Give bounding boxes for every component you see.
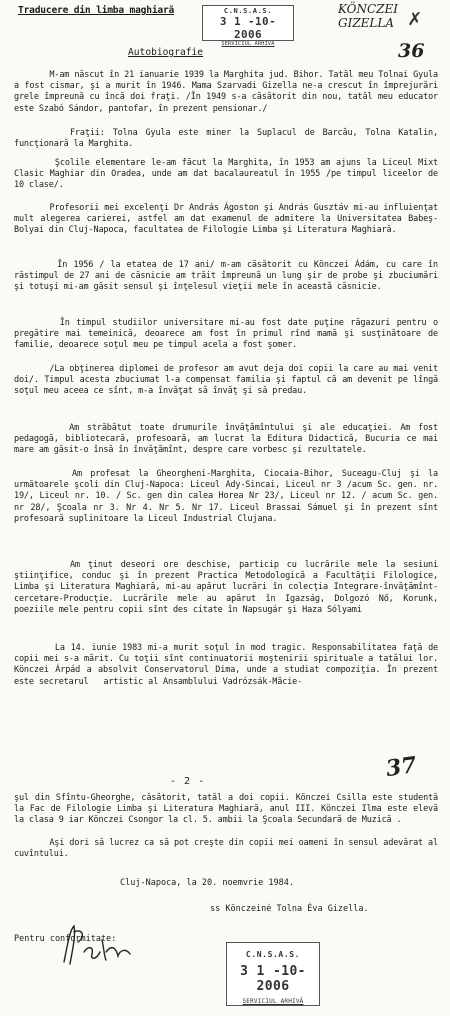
- scribble-mark: ✗: [408, 6, 422, 31]
- stamp-org: C.N.S.A.S.: [223, 7, 273, 15]
- place-date: Cluj-Napoca, la 20. noemvrie 1984.: [120, 878, 294, 888]
- paragraph: La 14. iunie 1983 mi-a murit soţul în mod tragic. Responsabilitatea faţă de copii mei s-a mărit. Cu toţii sînt continuatorii moştenirii spirituale a tatălui lor. Könczei Árpád a absolvit Conservatorul Dima, unde a studiat compoziţia. În prezent este secretarul artistic al Ansamblului Vadrózsák-Măcie-: [14, 643, 443, 687]
- paragraph: /La obţinerea diplomei de profesor am avut deja doi copii la care au mai venit doi/. Timpul acesta zbuciumat l-a compensat familia şi faptul că am devenit pe lîngă soţul meu aceea ce sînt, m-a învăţat să învăţ şi să predau.: [14, 364, 443, 397]
- handwritten-signature: [60, 922, 140, 966]
- conformity-label: Pentru conformitate:: [14, 934, 117, 944]
- paragraph: Fraţii: Tolna Gyula este miner la Suplacul de Barcău, Tolna Katalin, funcţionară la Marghita.: [14, 128, 443, 150]
- document-subtitle: Autobiografie: [128, 47, 204, 58]
- paragraph: Am profesat la Gheorgheni-Marghita, Ciocaia-Bihor, Suceagu-Cluj şi la următoarele şcoli din Cluj-Napoca: Liceul Ady-Sincai, Liceul nr 3 /acum Sc. gen. nr. 19/, Liceul nr. 10. / Sc. gen din calea Horea Nr 23/, Liceul nr 12. / acum Sc. gen. nr 28/, Şcoala nr 3. Nr 4. Nr 5. Nr 17. Liceul Brassai Sámuel şi în prezent sînt profesoară suplinitoare la Liceul Industrial Clujana.: [14, 469, 443, 524]
- stamp-dept: SERVICIUL ARHIVĂ: [242, 998, 304, 1005]
- paragraph: În 1956 / la etatea de 17 ani/ m-am căsătorit cu Könczei Ádám, cu care în răstimpul de 27 ani de căsnicie am trăit împreună un lung şir de probe şi zbuciumări şi totuşi mi-am găsit sensul şi înţelesul vieţii mele în această căsnicie.: [14, 260, 443, 293]
- paragraph: Am ţinut deseori ore deschise, particip cu lucrările mele la sesiuni ştiinţifice, conduc şi în prezent Practica Metodologică a Facultăţii Filologice, Limba şi Literatura Maghiară, mi-au apărut lucrări în colecţia Integrare-învăţămînt-cercetare-Producţie. Lucrările mele au apărut în Igazság, Dolgozó Nő, Korunk, poeziile mele pentru copii sînt des citate în Napsugár şi Haza Sólyami: [14, 560, 443, 615]
- handwritten-name: KÖNCZEI GIZELLA: [338, 2, 398, 30]
- archive-stamp-bottom: [226, 942, 320, 1006]
- paragraph: M-am născut în 21 ianuarie 1939 la Marghita jud. Bihor. Tatăl meu Tolnai Gyula a fost cismar, şi a murit în 1946. Mama Szarvadi Gizella ne-a crescut în împrejurări grele împreună cu încă doi fraţi. /În 1949 s-a căsătorit din nou, tatăl meu educator este Szabó Sándor, pantofar, în prezent pensionar./: [14, 70, 443, 114]
- handwritten-page-number: 36: [398, 40, 425, 62]
- document-title: Traducere din limba maghiară: [18, 5, 175, 16]
- paragraph: În timpul studiilor universitare mi-au fost date puţine răgazuri pentru o pregătire mai temeinică, deoarece am fost în primul rînd mamă şi susţinătoare de familie, deoarece soţul meu pe timpul acela a fost şomer.: [14, 318, 443, 351]
- paragraph: Profesorii mei excelenţi Dr András Ágoston şi András Gusztáv mi-au influienţat mult alegerea carierei, astfel am dat examenul de admitere la Universitatea Babeş-Bolyai din Cluj-Napoca, facultatea de Filologie Limba şi Literatura Maghiară.: [14, 203, 443, 236]
- paragraph: şul din Sfîntu-Gheorghe, căsătorit, tatăl a doi copii. Könczei Csilla este studentă la Fac de Filologie Limba şi Literatura Maghiară, anul III. Könczei Ilma este elevă la clasa 9 iar Könczei Csongor la cl. 5. ambii la Şcoala Secundară de Muzică .: [14, 793, 443, 826]
- page-number: - 2 -: [170, 776, 206, 787]
- signature-line: ss Könczeiné Tolna Éva Gizella.: [210, 904, 369, 914]
- handwritten-page-number: 37: [384, 751, 419, 783]
- paragraph: Am străbătut toate drumurile învăţămîntului şi ale educaţiei. Am fost pedagogă, bibliotecară, profesoară, am lucrat la Editura Didactică, Bucuria ce mai mare am găsit-o însă în învăţămînt, despre care vorbesc şi rezultatele.: [14, 423, 443, 456]
- paragraph: Şcolile elementare le-am făcut la Marghita, în 1953 am ajuns la Liceul Mixt Clasic Maghiar din Oradea, unde am dat bacalaureatul în 1955 /pe timpul liceelor de 10 clase/.: [14, 158, 443, 191]
- stamp-date: 3 1 -10- 2006: [240, 964, 306, 994]
- stamp-date: 3 1 -10- 2006: [219, 15, 277, 41]
- paragraph: Aşi dori să lucrez ca să pot creşte din copii mei oameni în sensul adevărat al cuvîntului.: [14, 838, 443, 860]
- stamp-dept: SERVICIUL ARHIVA: [221, 41, 275, 47]
- archive-stamp-top: [202, 5, 294, 47]
- stamp-org: C.N.S.A.S.: [245, 950, 301, 959]
